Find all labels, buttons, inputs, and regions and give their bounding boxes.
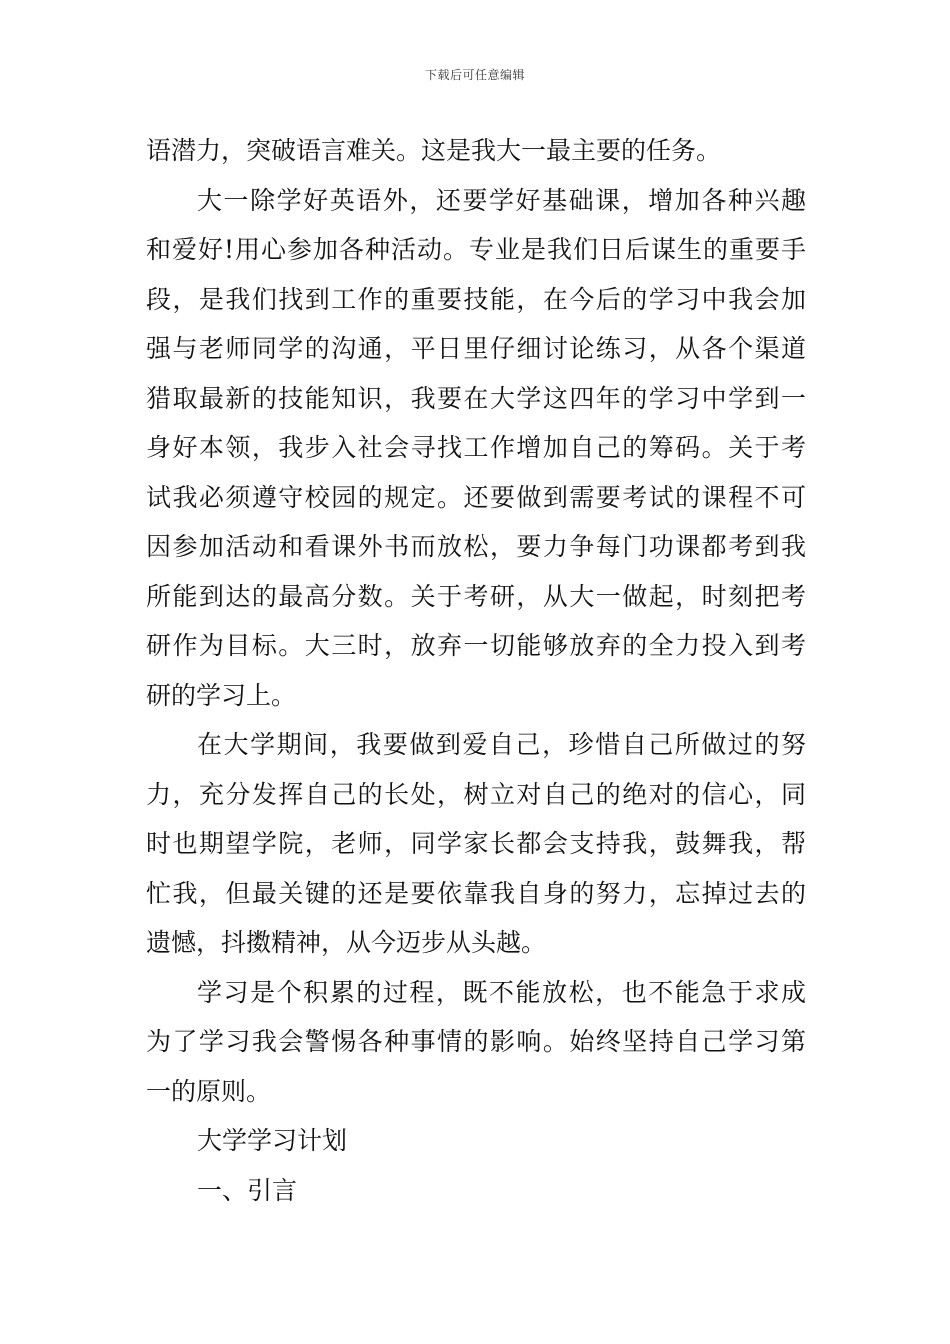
document-body [146, 126, 806, 1215]
text-line: 所能到达的最高分数。关于考研，从大一做起，时刻把考 [146, 581, 806, 611]
text-line: 试我必须遵守校园的规定。还要做到需要考试的课程不可 [146, 482, 806, 512]
text-line: 研的学习上。 [146, 680, 297, 710]
text-line: 研作为目标。大三时，放弃一切能够放弃的全力投入到考 [146, 631, 806, 660]
text-line: 忙我，但最关键的还是要依靠我自身的努力，忘掉过去的 [146, 878, 806, 908]
text-line: 段，是我们找到工作的重要技能，在今后的学习中我会加 [146, 284, 806, 314]
text-line: 猎取最新的技能知识，我要在大学这四年的学习中学到一 [146, 383, 806, 413]
text-line: 遗憾，抖擞精神，从今迈步从头越。 [146, 928, 547, 957]
page-header-note: 下载后可任意编辑 [424, 68, 525, 82]
text-line: 一、引言 [197, 1175, 298, 1205]
text-line: 身好本领，我步入社会寻找工作增加自己的筹码。关于考 [146, 433, 806, 462]
text-line: 大一除学好英语外，还要学好基础课，增加各种兴趣 [197, 185, 806, 215]
text-line: 力，充分发挥自己的长处，树立对自己的绝对的信心，同 [146, 779, 806, 809]
text-line: 学习是个积累的过程，既不能放松，也不能急于求成 [197, 977, 806, 1007]
text-line: 为了学习我会警惕各种事情的影响。始终坚持自己学习第 [146, 1027, 806, 1056]
text-line: 在大学期间，我要做到爱自己，珍惜自己所做过的努 [197, 730, 806, 759]
text-line: 大学学习计划 [197, 1126, 348, 1155]
text-line: 因参加活动和看课外书而放松，要力争每门功课都考到我 [146, 532, 806, 561]
text-line: 强与老师同学的沟通，平日里仔细讨论练习，从各个渠道 [146, 334, 806, 363]
text-line: 时也期望学院，老师，同学家长都会支持我，鼓舞我，帮 [146, 829, 806, 858]
text-line: 和爱好!用心参加各种活动。专业是我们日后谋生的重要手 [146, 235, 806, 264]
text-line: 语潜力，突破语言难关。这是我大一最主要的任务。 [146, 136, 722, 165]
text-line: 一的原则。 [146, 1076, 272, 1106]
